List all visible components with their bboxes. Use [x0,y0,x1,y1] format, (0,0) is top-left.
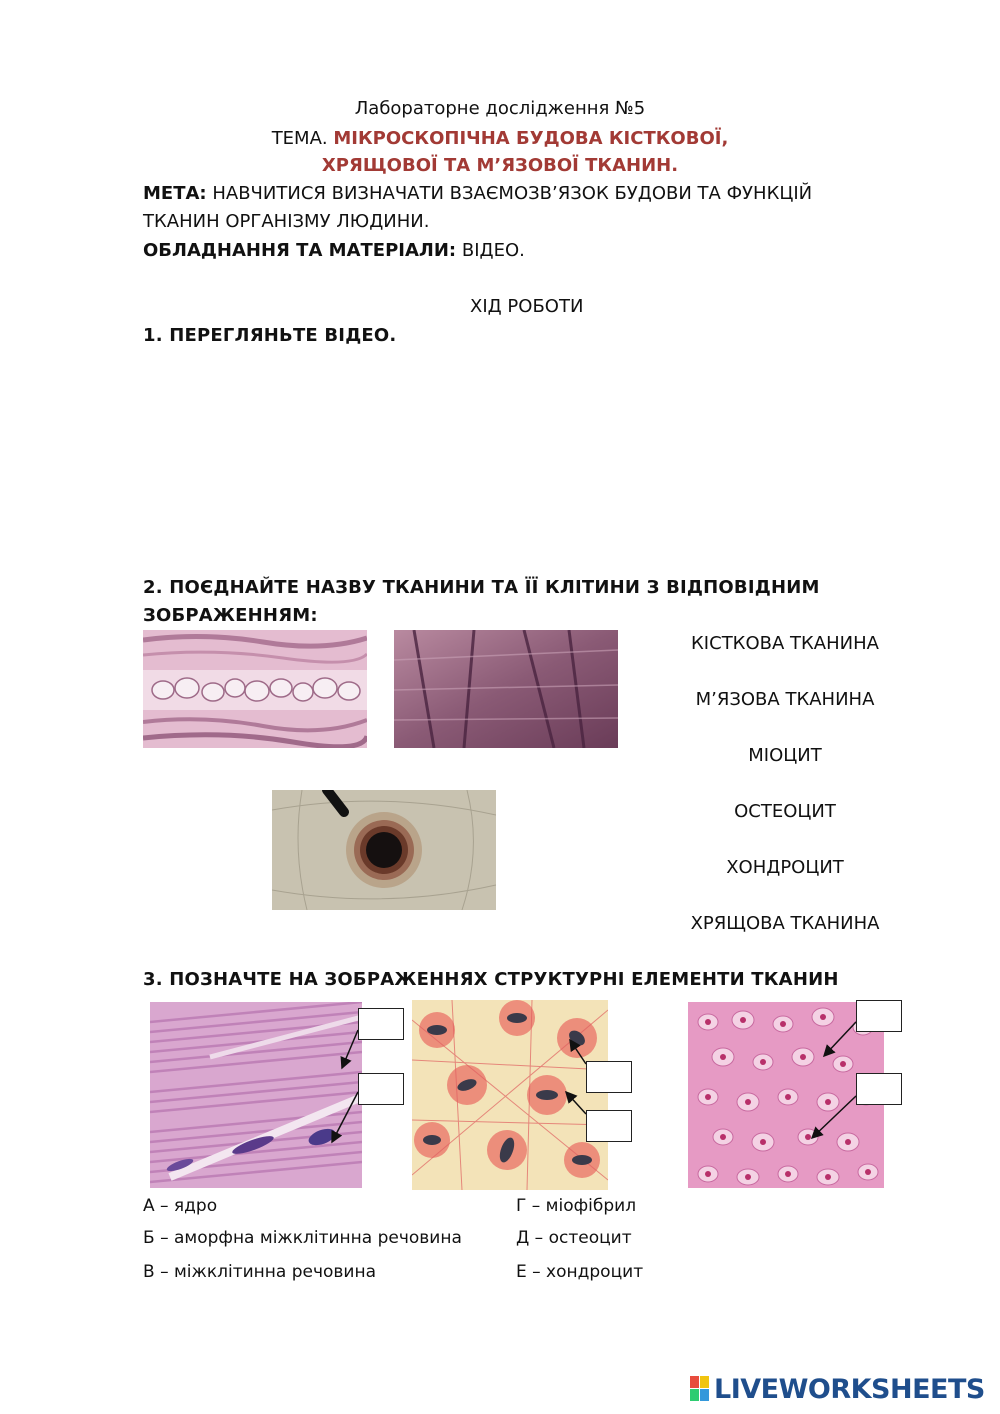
label-chondrocyte[interactable]: ХОНДРОЦИТ [726,857,844,878]
task-2-line-1: 2. ПОЄДНАЙТЕ НАЗВУ ТКАНИНИ ТА ЇЇ КЛІТИНИ З ВІДПОВІДНИМ [143,577,820,598]
label-bone-tissue[interactable]: КІСТКОВА ТКАНИНА [691,633,879,654]
lab-title: Лабораторне дослідження №5 [354,98,646,119]
answer-box-bone-2[interactable] [586,1110,632,1142]
task-2-line-2: ЗОБРАЖЕННЯМ: [143,605,318,626]
task-3-title: 3. ПОЗНАЧТЕ НА ЗОБРАЖЕННЯХ СТРУКТУРНІ ЕЛЕМЕНТИ ТКАНИН [143,969,839,990]
legend-e: Е – хондроцит [516,1262,644,1282]
answer-box-muscle-1[interactable] [358,1008,404,1040]
theme-title-1: МІКРОСКОПІЧНА БУДОВА КІСТКОВОЇ, [333,128,729,149]
answer-box-cartilage-1[interactable] [856,1000,902,1032]
legend-d: Д – остеоцит [516,1228,632,1248]
liveworksheets-logo [690,1373,985,1405]
theme-prefix: ТЕМА. [271,128,328,149]
goal-text-2: ТКАНИН ОРГАНІЗМУ ЛЮДИНИ. [143,211,430,232]
label-muscle-tissue[interactable]: М’ЯЗОВА ТКАНИНА [695,689,875,710]
procedure-title: ХІД РОБОТИ [470,296,584,317]
equipment-text: ВІДЕО. [461,240,525,261]
legend-b: Б – аморфна міжклітинна речовина [143,1228,462,1248]
liveworksheets-icon [690,1376,710,1402]
answer-box-cartilage-2[interactable] [856,1073,902,1105]
label-osteocyte[interactable]: ОСТЕОЦИТ [734,801,836,822]
equipment-label: ОБЛАДНАННЯ ТА МАТЕРІАЛИ: [143,240,457,261]
legend-g: Г – міофібрил [516,1196,637,1216]
answer-box-muscle-2[interactable] [358,1073,404,1105]
answer-box-bone-1[interactable] [586,1061,632,1093]
label-cartilage-tissue[interactable]: ХРЯЩОВА ТКАНИНА [690,913,880,934]
goal-text-1: НАВЧИТИСЯ ВИЗНАЧАТИ ВЗАЄМОЗВ’ЯЗОК БУДОВИ ТА ФУНКЦІЙ [212,183,813,204]
theme-title-2: ХРЯЩОВОЇ ТА М’ЯЗОВОЇ ТКАНИН. [321,155,679,176]
legend-a: А – ядро [143,1196,218,1216]
label-myocyte[interactable]: МІОЦИТ [748,745,822,766]
goal-label: МЕТА: [143,183,207,204]
liveworksheets-wordmark: LIVEWORKSHEETS [714,1373,985,1405]
legend-v: В – міжклітинна речовина [143,1262,376,1282]
task-1: 1. ПЕРЕГЛЯНЬТЕ ВІДЕО. [143,325,397,346]
